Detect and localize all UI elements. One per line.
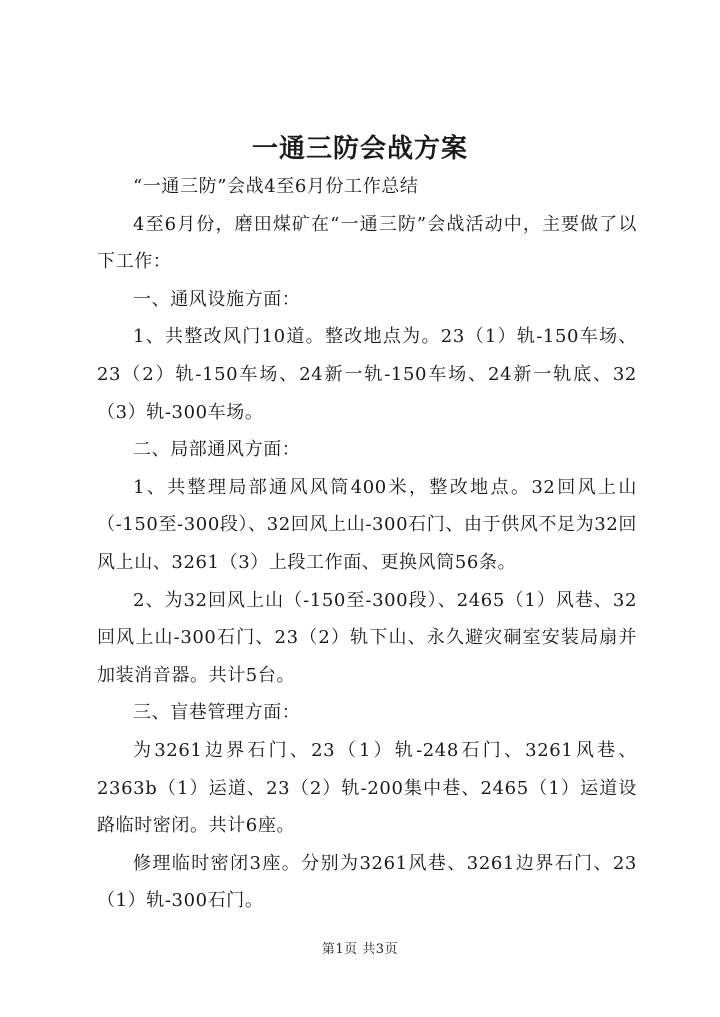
blind-roadway-paragraph-2: 修理临时密闭3座。分别为3261风巷、3261边界石门、23（1）轨-300石门。 — [97, 852, 637, 912]
blind-roadway-paragraph-1: 为3261边界石门、23（1）轨-248石门、3261风巷、2363b（1）运道、23（2）轨-200集中巷、2465（1）运道设路临时密闭。共计6座。 — [97, 739, 637, 837]
section-heading-ventilation-facilities: 一、通风设施方面： — [133, 288, 301, 310]
ventilation-facilities-item-1: 1、共整改风门10道。整改地点为。23（1）轨-150车场、23（2）轨-150车场、24新一轨-150车场、24新一轨底、32（3）轨-300车场。 — [97, 326, 637, 423]
page-number-footer: 第1页 共3页 — [321, 942, 399, 957]
local-ventilation-item-1: 1、共整理局部通风风筒400米，整改地点。32回风上山（-150至-300段）、32回风上山-300石门、由于供风不足为32回风上山、3261（3）上段工作面、更换风筒56条。 — [97, 476, 637, 573]
summary-subtitle: “一通三防”会战4至6月份工作总结 — [133, 176, 419, 197]
document-body — [97, 168, 637, 920]
local-ventilation-item-2: 2、为32回风上山（-150至-300段）、2465（1）风巷、32回风上山-300石门、23（2）轨下山、永久避灾硐室安装局扇并加装消音器。共计5台。 — [97, 589, 637, 686]
document-title: 一通三防会战方案 — [251, 134, 468, 164]
intro-paragraph: 4至6月份，磨田煤矿在“一通三防”会战活动中，主要做了以下工作： — [97, 213, 637, 273]
section-heading-blind-roadway: 三、盲巷管理方面： — [133, 702, 301, 724]
section-heading-local-ventilation: 二、局部通风方面： — [133, 439, 301, 461]
